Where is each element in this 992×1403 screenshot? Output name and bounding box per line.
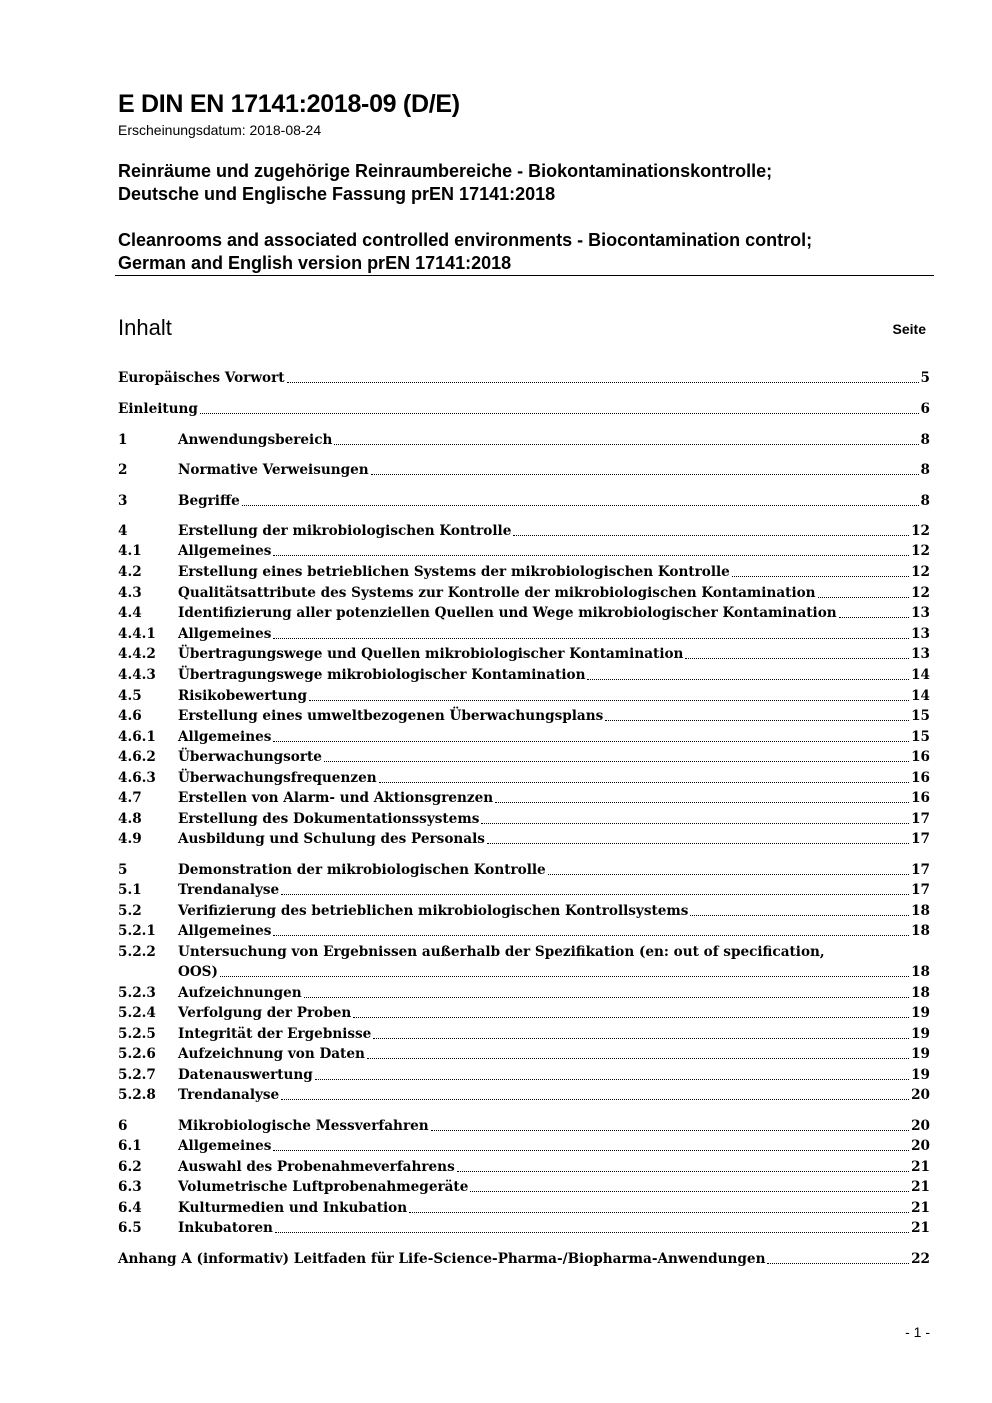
toc-entry-page: 19: [911, 1005, 930, 1021]
toc-entry-title: Europäisches Vorwort: [118, 370, 285, 386]
toc-entry[interactable]: [118, 882, 930, 902]
toc-heading: Inhalt: [118, 315, 172, 340]
toc-dot-leader: [470, 1191, 909, 1192]
toc-entry-title: Normative Verweisungen: [178, 462, 369, 478]
toc-dot-leader: [273, 741, 909, 742]
toc-entry[interactable]: [118, 1046, 930, 1066]
toc-entry-title: Aufzeichnungen: [178, 985, 302, 1001]
toc-entry-title: Verfolgung der Proben: [178, 1005, 352, 1021]
toc-entry-number: 5.2.8: [118, 1087, 156, 1103]
toc-entry-number: 4.4.1: [118, 626, 156, 642]
toc-entry-page: 18: [911, 903, 930, 919]
toc-dot-leader: [457, 1171, 909, 1172]
toc-entry-title: Erstellung des Dokumentationssystems: [178, 811, 480, 827]
toc-dot-leader: [273, 638, 909, 639]
toc-entry[interactable]: [118, 688, 930, 708]
toc-entry-title: Überwachungsorte: [178, 749, 322, 765]
toc-entry-number: 4.6.1: [118, 729, 156, 745]
toc-dot-leader: [431, 1130, 909, 1131]
toc-dot-leader: [324, 761, 909, 762]
toc-entry[interactable]: [118, 811, 930, 831]
toc-entry-number: 5.2.2: [118, 944, 156, 960]
title-english-line1: Cleanrooms and associated controlled environments - Biocontamination control;: [118, 230, 813, 250]
toc-entry-title: Allgemeines: [178, 729, 272, 745]
toc-entry-title: Ausbildung und Schulung des Personals: [178, 831, 485, 847]
publication-date: Erscheinungsdatum: 2018-08-24: [118, 122, 322, 138]
toc-dot-leader: [373, 1038, 909, 1039]
toc-entry-title: Anwendungsbereich: [178, 432, 333, 448]
toc-entry-title: Anhang A (informativ) Leitfaden für Life-Science-Pharma-/Biopharma-Anwendungen: [118, 1251, 766, 1267]
toc-entry[interactable]: [118, 923, 930, 943]
toc-entry[interactable]: [118, 626, 930, 646]
toc-entry-title: Erstellung eines umweltbezogenen Überwachungsplans: [178, 708, 604, 724]
toc-dot-leader: [605, 720, 909, 721]
toc-dot-leader: [273, 555, 909, 556]
toc-entry-title: Datenauswertung: [178, 1067, 313, 1083]
toc-entry[interactable]: [118, 729, 930, 749]
toc-dot-leader: [587, 679, 909, 680]
toc-entry[interactable]: [118, 862, 930, 882]
toc-dot-leader: [334, 444, 918, 445]
toc-dot-leader: [220, 976, 909, 977]
toc-entry[interactable]: [118, 1067, 930, 1087]
toc-entry-page: 19: [911, 1067, 930, 1083]
toc-dot-leader: [304, 997, 909, 998]
toc-entry[interactable]: [118, 903, 930, 923]
toc-entry-title: Allgemeines: [178, 626, 272, 642]
header-divider: [115, 275, 934, 276]
toc-entry[interactable]: [118, 1087, 930, 1107]
toc-entry-page: 18: [911, 985, 930, 1001]
toc-entry-page: 12: [911, 585, 930, 601]
toc-entry-page: 13: [911, 646, 930, 662]
toc-entry-title: Erstellung der mikrobiologischen Kontrolle: [178, 523, 512, 539]
toc-entry-page: 22: [911, 1251, 930, 1267]
toc-dot-leader: [200, 413, 919, 414]
toc-entry-page: 21: [911, 1200, 930, 1216]
toc-entry[interactable]: [118, 985, 930, 1005]
toc-dot-leader: [273, 1150, 909, 1151]
toc-entry-page: 18: [911, 964, 930, 980]
toc-entry[interactable]: [118, 1200, 930, 1220]
toc-entry[interactable]: [118, 523, 930, 543]
toc-entry-title: Allgemeines: [178, 543, 272, 559]
toc-entry[interactable]: [118, 708, 930, 728]
toc-entry-number: 4.8: [118, 811, 142, 827]
toc-entry-number: 5.2.4: [118, 1005, 156, 1021]
toc-entry-number: 4.6: [118, 708, 142, 724]
toc-entry-number: 6.1: [118, 1138, 142, 1154]
toc-entry-page: 20: [911, 1138, 930, 1154]
toc-entry-title: Untersuchung von Ergebnissen außerhalb der Spezifikation (en: out of specification,: [178, 944, 825, 960]
toc-entry-title: Volumetrische Luftprobenahmegeräte: [178, 1179, 469, 1195]
toc-entry-page: 19: [911, 1026, 930, 1042]
toc-entry-number: 4.9: [118, 831, 142, 847]
toc-entry-number: 4.2: [118, 564, 142, 580]
toc-entry-number: 4.4.2: [118, 646, 156, 662]
toc-dot-leader: [281, 894, 909, 895]
toc-entry-title: Übertragungswege und Quellen mikrobiologischer Kontamination: [178, 646, 684, 662]
toc-entry-number: 5.1: [118, 882, 142, 898]
toc-entry-page: 12: [911, 543, 930, 559]
toc-entry-page: 16: [911, 770, 930, 786]
toc-entry-page: 17: [911, 831, 930, 847]
toc-entry-page: 20: [911, 1118, 930, 1134]
toc-dot-leader: [242, 505, 919, 506]
toc-entry-page: 21: [911, 1159, 930, 1175]
toc-dot-leader: [409, 1212, 909, 1213]
toc-entry-page: 14: [911, 688, 930, 704]
toc-entry-page: 19: [911, 1046, 930, 1062]
toc-entry-page: 8: [920, 432, 930, 448]
toc-entry-page: 17: [911, 862, 930, 878]
toc-entry-number: 4.4.3: [118, 667, 156, 683]
toc-entry-title: Allgemeines: [178, 923, 272, 939]
toc-entry-number: 5.2.6: [118, 1046, 156, 1062]
toc-entry[interactable]: [118, 1138, 930, 1158]
toc-entry[interactable]: [118, 370, 930, 390]
toc-entry-number: 5.2: [118, 903, 142, 919]
toc-dot-leader: [767, 1263, 909, 1264]
toc-dot-leader: [839, 617, 909, 618]
toc-entry-title: Verifizierung des betrieblichen mikrobiologischen Kontrollsystems: [178, 903, 689, 919]
toc-entry[interactable]: [118, 1159, 930, 1179]
toc-entry[interactable]: [118, 1251, 930, 1271]
toc-entry-title: Trendanalyse: [178, 882, 280, 898]
title-german-line1: Reinräume und zugehörige Reinraumbereiche - Biokontaminationskontrolle;: [118, 161, 773, 181]
toc-entry[interactable]: [118, 1005, 930, 1025]
toc-entry[interactable]: [118, 749, 930, 769]
toc-entry[interactable]: [118, 543, 930, 563]
toc-dot-leader: [379, 782, 909, 783]
toc-entry-page: 18: [911, 923, 930, 939]
toc-dot-leader: [732, 576, 909, 577]
toc-entry-number: 3: [118, 493, 128, 509]
toc-entry-page: 5: [920, 370, 930, 386]
toc-entry[interactable]: [118, 831, 930, 851]
toc-dot-leader: [287, 382, 919, 383]
toc-entry-page: 8: [920, 493, 930, 509]
toc-entry-title: Erstellung eines betrieblichen Systems der mikrobiologischen Kontrolle: [178, 564, 730, 580]
toc-entry[interactable]: [118, 1118, 930, 1138]
toc-entry-page: 14: [911, 667, 930, 683]
toc-entry-number: 4.3: [118, 585, 142, 601]
toc-entry-title: Trendanalyse: [178, 1087, 280, 1103]
toc-entry-title: Überwachungsfrequenzen: [178, 770, 377, 786]
toc-dot-leader: [275, 1232, 909, 1233]
toc-entry-number: 4.7: [118, 790, 142, 806]
toc-entry-number: 6.3: [118, 1179, 142, 1195]
toc-entry-number: 4.4: [118, 605, 142, 621]
toc-entry-number: 4.6.2: [118, 749, 156, 765]
toc-entry-title: Integrität der Ergebnisse: [178, 1026, 372, 1042]
toc-entry-number: 1: [118, 432, 128, 448]
toc-entry-title-continued: OOS): [178, 964, 218, 980]
toc-entry[interactable]: [118, 432, 930, 452]
toc-dot-leader: [353, 1017, 909, 1018]
toc-entry-title: Risikobewertung: [178, 688, 307, 704]
toc-entry[interactable]: [118, 401, 930, 421]
toc-entry-number: 6.5: [118, 1220, 142, 1236]
toc-entry-number: 4.5: [118, 688, 142, 704]
toc-entry-page: 12: [911, 523, 930, 539]
toc-entry-number: 4: [118, 523, 128, 539]
toc-dot-leader: [371, 474, 919, 475]
toc-entry-page: 17: [911, 882, 930, 898]
toc-entry-page: 16: [911, 749, 930, 765]
toc-dot-leader: [690, 915, 909, 916]
toc-entry-title: Erstellen von Alarm- und Aktionsgrenzen: [178, 790, 494, 806]
toc-entry-page: 8: [920, 462, 930, 478]
toc-entry-title: Inkubatoren: [178, 1220, 273, 1236]
toc-entry-page: 15: [911, 708, 930, 724]
toc-dot-leader: [281, 1099, 909, 1100]
toc-entry-number: 6.2: [118, 1159, 142, 1175]
toc-entry[interactable]: [118, 944, 930, 984]
toc-entry[interactable]: [118, 493, 930, 513]
toc-entry[interactable]: [118, 1026, 930, 1046]
toc-dot-leader: [818, 597, 910, 598]
toc-entry-page: 6: [920, 401, 930, 417]
toc-entry-page: 21: [911, 1179, 930, 1195]
toc-entry-page: 21: [911, 1220, 930, 1236]
toc-entry-title: Aufzeichnung von Daten: [178, 1046, 365, 1062]
toc-entry-number: 5.2.5: [118, 1026, 156, 1042]
toc-entry-number: 6: [118, 1118, 128, 1134]
toc-entry-title: Allgemeines: [178, 1138, 272, 1154]
toc-entry-number: 4.1: [118, 543, 142, 559]
toc-entry-page: 20: [911, 1087, 930, 1103]
toc-entry-number: 5: [118, 862, 128, 878]
page-number: - 1 -: [905, 1324, 930, 1340]
toc-entry-number: 5.2.1: [118, 923, 156, 939]
toc-dot-leader: [513, 535, 909, 536]
toc-dot-leader: [487, 843, 909, 844]
title-english: [118, 229, 812, 275]
toc-entry-title: Identifizierung aller potenziellen Quellen und Wege mikrobiologischer Kontamination: [178, 605, 837, 621]
toc-entry-title: Auswahl des Probenahmeverfahrens: [178, 1159, 455, 1175]
toc-entry-page: 13: [911, 626, 930, 642]
toc-entry[interactable]: [118, 585, 930, 605]
toc-entry-title: Kulturmedien und Inkubation: [178, 1200, 408, 1216]
toc-entry-number: 4.6.3: [118, 770, 156, 786]
toc-entry[interactable]: [118, 667, 930, 687]
document-number: E DIN EN 17141:2018-09 (D/E): [118, 90, 460, 118]
toc-dot-leader: [367, 1058, 909, 1059]
toc-entry[interactable]: [118, 790, 930, 810]
toc-entry-number: 5.2.7: [118, 1067, 156, 1083]
toc-entry-page: 13: [911, 605, 930, 621]
toc-dot-leader: [273, 935, 909, 936]
toc-entry-title: Mikrobiologische Messverfahren: [178, 1118, 429, 1134]
toc-entry-title: Begriffe: [178, 493, 240, 509]
toc-entry-number: 2: [118, 462, 128, 478]
toc-page-label: Seite: [892, 321, 926, 337]
toc-entry-page: 16: [911, 790, 930, 806]
title-german-line2: Deutsche und Englische Fassung prEN 17141:2018: [118, 184, 556, 204]
toc-entry[interactable]: [118, 564, 930, 584]
toc-entry-page: 15: [911, 729, 930, 745]
toc-entry-number: 5.2.3: [118, 985, 156, 1001]
toc-entry[interactable]: [118, 605, 930, 625]
toc-dot-leader: [548, 874, 909, 875]
toc-dot-leader: [481, 823, 909, 824]
toc-entry[interactable]: [118, 646, 930, 666]
toc-entry-title: Demonstration der mikrobiologischen Kontrolle: [178, 862, 546, 878]
toc-entry-title: Einleitung: [118, 401, 198, 417]
toc-entry[interactable]: [118, 1220, 930, 1240]
toc-entry-number: 6.4: [118, 1200, 142, 1216]
toc-entry[interactable]: [118, 462, 930, 482]
title-english-line2: German and English version prEN 17141:2018: [118, 253, 512, 273]
toc-entry[interactable]: [118, 770, 930, 790]
toc-dot-leader: [495, 802, 909, 803]
toc-dot-leader: [685, 658, 909, 659]
toc-entry-page: 17: [911, 811, 930, 827]
title-german: [118, 160, 772, 206]
toc-entry-title: Qualitätsattribute des Systems zur Kontrolle der mikrobiologischen Kontamination: [178, 585, 816, 601]
toc-entry[interactable]: [118, 1179, 930, 1199]
toc-dot-leader: [315, 1079, 909, 1080]
toc-dot-leader: [309, 700, 909, 701]
toc-entry-page: 12: [911, 564, 930, 580]
toc-entry-title: Übertragungswege mikrobiologischer Kontamination: [178, 667, 586, 683]
